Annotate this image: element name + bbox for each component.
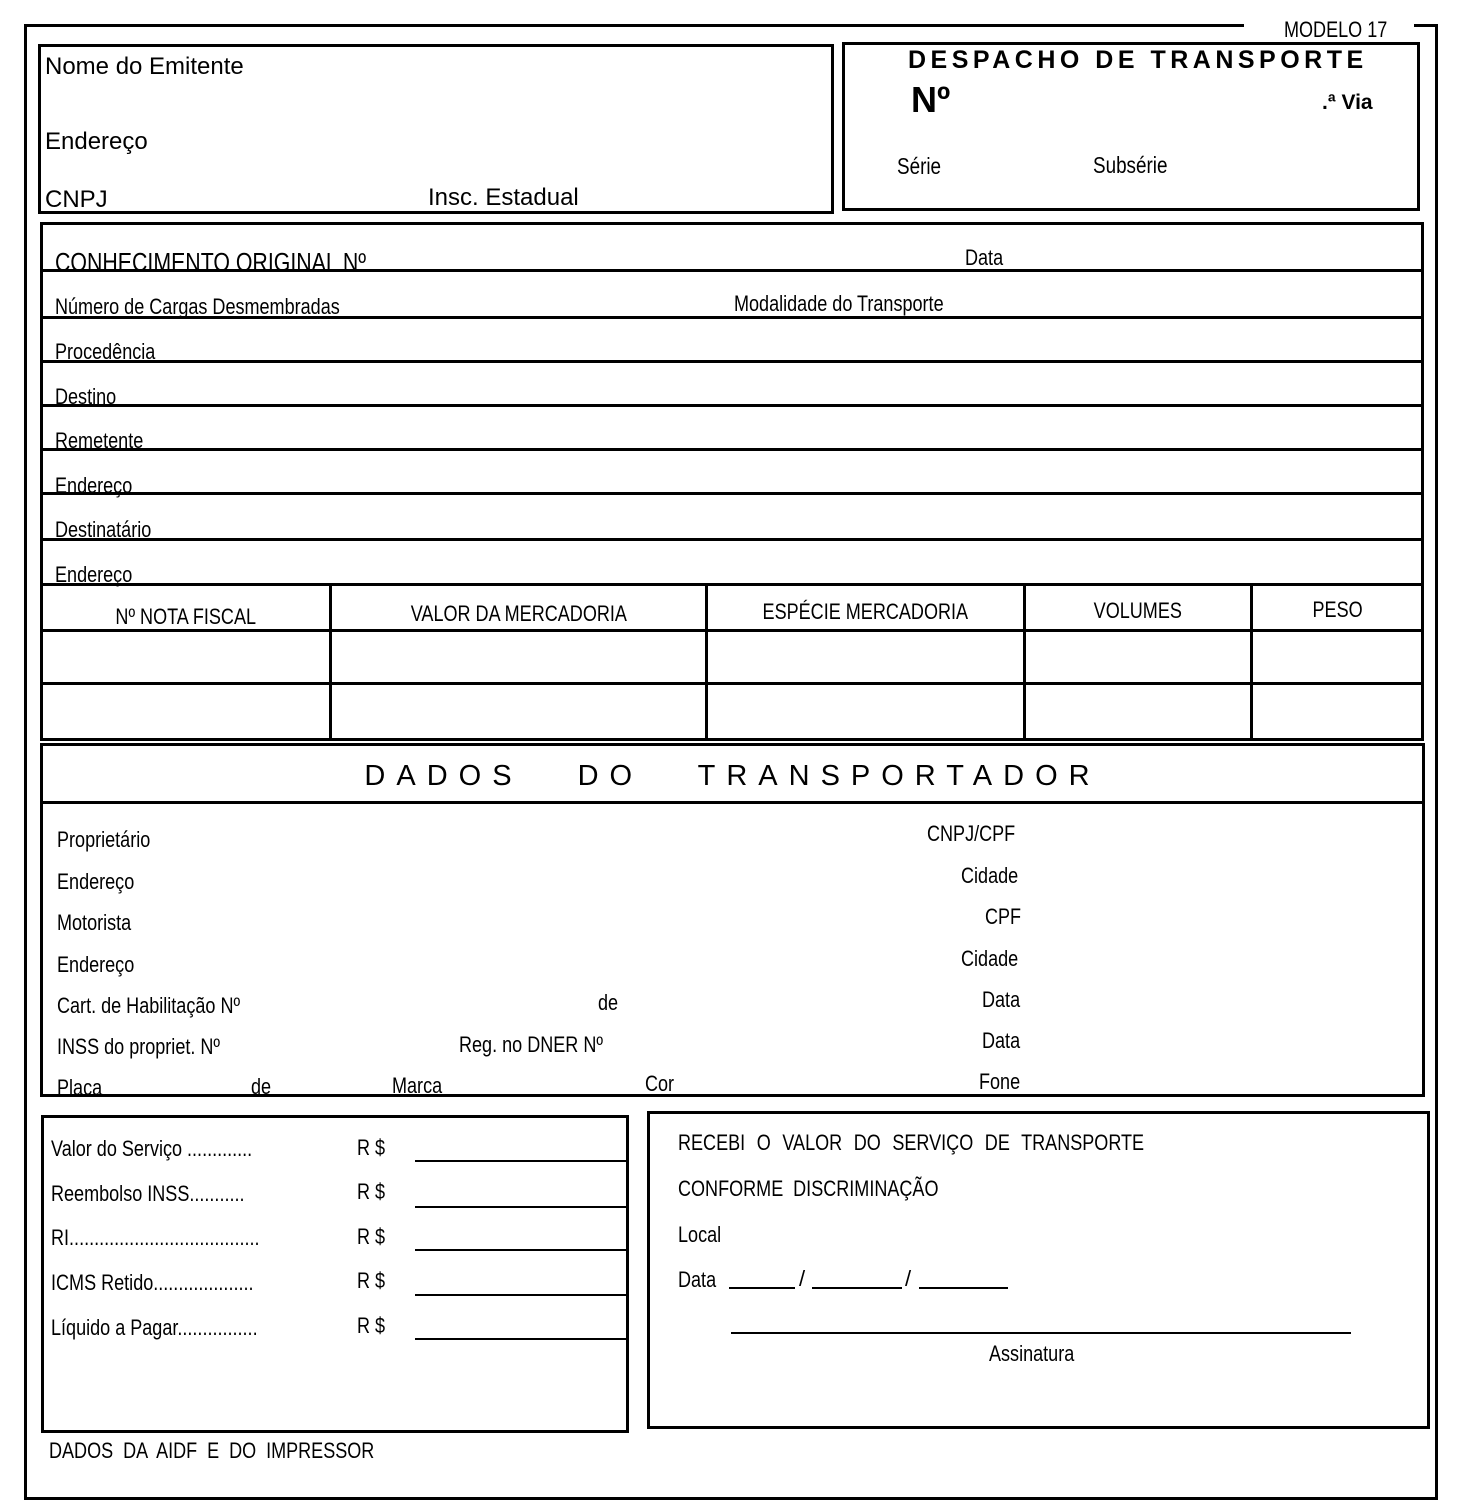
document-title: DESPACHO DE TRANSPORTE bbox=[908, 46, 1368, 74]
series-label: Série bbox=[897, 153, 942, 179]
goods-column-header bbox=[43, 606, 329, 628]
value-item-label: Líquido a Pagar................ bbox=[51, 1315, 258, 1340]
goods-column-header bbox=[332, 603, 705, 625]
value-item-label: Valor do Serviço ............. bbox=[51, 1136, 253, 1161]
goods-column-header bbox=[1026, 600, 1250, 622]
city-label: Cidade bbox=[961, 863, 1019, 888]
value-input-line[interactable] bbox=[415, 1160, 626, 1162]
goods-column-header bbox=[708, 601, 1023, 623]
goods-column-header-text: VOLUMES bbox=[1093, 598, 1183, 623]
receipt-date-label: Data bbox=[678, 1267, 717, 1292]
inss-label: INSS do propriet. Nº bbox=[57, 1034, 221, 1059]
shipment-divider bbox=[40, 360, 1422, 363]
emitter-name-label: Nome do Emitente bbox=[45, 53, 244, 80]
value-item-label: Reembolso INSS........... bbox=[51, 1181, 245, 1206]
goods-column-header-text: VALOR DA MERCADORIA bbox=[410, 601, 627, 626]
document-number-label: Nº bbox=[911, 79, 951, 120]
receipt-month-line[interactable] bbox=[812, 1287, 902, 1289]
goods-header-divider bbox=[40, 629, 1422, 632]
sender-label: Remetente bbox=[55, 428, 144, 453]
value-item-label: ICMS Retido.................... bbox=[51, 1270, 254, 1295]
shipment-divider bbox=[40, 583, 1422, 586]
receipt-year-line[interactable] bbox=[919, 1287, 1008, 1289]
value-item-currency: R $ bbox=[357, 1313, 386, 1338]
original-date-label: Data bbox=[965, 245, 1004, 270]
goods-row-divider bbox=[40, 682, 1422, 685]
shipment-divider bbox=[40, 404, 1422, 407]
destination-label: Destino bbox=[55, 384, 117, 409]
owner-address-label: Endereço bbox=[57, 869, 135, 894]
value-item-label: RI...................................... bbox=[51, 1225, 260, 1250]
date1-label: Data bbox=[982, 987, 1021, 1012]
color-label: Cor bbox=[645, 1071, 675, 1096]
carrier-box bbox=[40, 743, 1425, 1100]
aidf-label: DADOS DA AIDF E DO IMPRESSOR bbox=[49, 1438, 375, 1463]
receipt-day-line[interactable] bbox=[729, 1287, 795, 1289]
carrier-title bbox=[40, 762, 1425, 791]
transport-mode-label: Modalidade do Transporte bbox=[734, 291, 944, 316]
license-label: Cart. de Habilitação Nº bbox=[57, 993, 241, 1018]
shipment-divider bbox=[40, 538, 1422, 541]
value-item-currency: R $ bbox=[357, 1179, 386, 1204]
model-label: MODELO 17 bbox=[1284, 17, 1388, 42]
signature-line[interactable] bbox=[731, 1332, 1351, 1334]
plate-de-label: de bbox=[251, 1074, 272, 1099]
emitter-state-reg-label: Insc. Estadual bbox=[428, 184, 579, 211]
original-number-label: CONHECIMENTO ORIGINAL Nº bbox=[55, 247, 367, 277]
driver-label: Motorista bbox=[57, 910, 132, 935]
value-item-currency: R $ bbox=[357, 1135, 386, 1160]
goods-column-header-text: ESPÉCIE MERCADORIA bbox=[762, 599, 969, 624]
plate-label: Placa bbox=[57, 1075, 103, 1100]
dner-label: Reg. no DNER Nº bbox=[459, 1032, 603, 1057]
value-input-line[interactable] bbox=[415, 1249, 626, 1251]
carrier-title-divider bbox=[40, 801, 1423, 804]
driver-address-label: Endereço bbox=[57, 952, 135, 977]
recipient-address-label: Endereço bbox=[55, 562, 133, 587]
date2-label: Data bbox=[982, 1028, 1021, 1053]
phone-label: Fone bbox=[979, 1069, 1021, 1094]
shipment-divider bbox=[40, 448, 1422, 451]
value-input-line[interactable] bbox=[415, 1338, 626, 1340]
cpf-label: CPF bbox=[985, 904, 1022, 929]
cargo-count-label: Número de Cargas Desmembradas bbox=[55, 294, 340, 319]
value-input-line[interactable] bbox=[415, 1294, 626, 1296]
receipt-line2: CONFORME DISCRIMINAÇÃO bbox=[678, 1176, 939, 1201]
carrier-title-text: DADOS DO TRANSPORTADOR bbox=[364, 760, 1101, 792]
emitter-address-label: Endereço bbox=[45, 128, 148, 155]
receipt-line1: RECEBI O VALOR DO SERVIÇO DE TRANSPORTE bbox=[678, 1130, 1145, 1155]
goods-column-header-text: Nº NOTA FISCAL bbox=[115, 604, 257, 629]
receipt-box bbox=[647, 1111, 1430, 1429]
value-item-currency: R $ bbox=[357, 1224, 386, 1249]
value-input-line[interactable] bbox=[415, 1206, 626, 1208]
sender-address-label: Endereço bbox=[55, 473, 133, 498]
goods-column-header bbox=[1253, 599, 1422, 621]
recipient-label: Destinatário bbox=[55, 517, 152, 542]
shipment-divider bbox=[40, 492, 1422, 495]
subseries-label: Subsérie bbox=[1093, 152, 1168, 178]
city2-label: Cidade bbox=[961, 946, 1019, 971]
brand-label: Marca bbox=[392, 1073, 443, 1098]
receipt-local-label: Local bbox=[678, 1222, 722, 1247]
receipt-date-slash: / bbox=[799, 1266, 806, 1291]
signature-label: Assinatura bbox=[989, 1341, 1075, 1366]
goods-column-header-text: PESO bbox=[1312, 597, 1363, 622]
emitter-cnpj-label: CNPJ bbox=[45, 186, 108, 213]
value-item-currency: R $ bbox=[357, 1268, 386, 1293]
copy-label: .ª Via bbox=[1322, 91, 1373, 114]
origin-label: Procedência bbox=[55, 339, 156, 364]
license-de-label: de bbox=[598, 990, 619, 1015]
cnpj-cpf-label: CNPJ/CPF bbox=[927, 821, 1016, 846]
owner-label: Proprietário bbox=[57, 827, 151, 852]
receipt-date-slash: / bbox=[905, 1266, 912, 1291]
